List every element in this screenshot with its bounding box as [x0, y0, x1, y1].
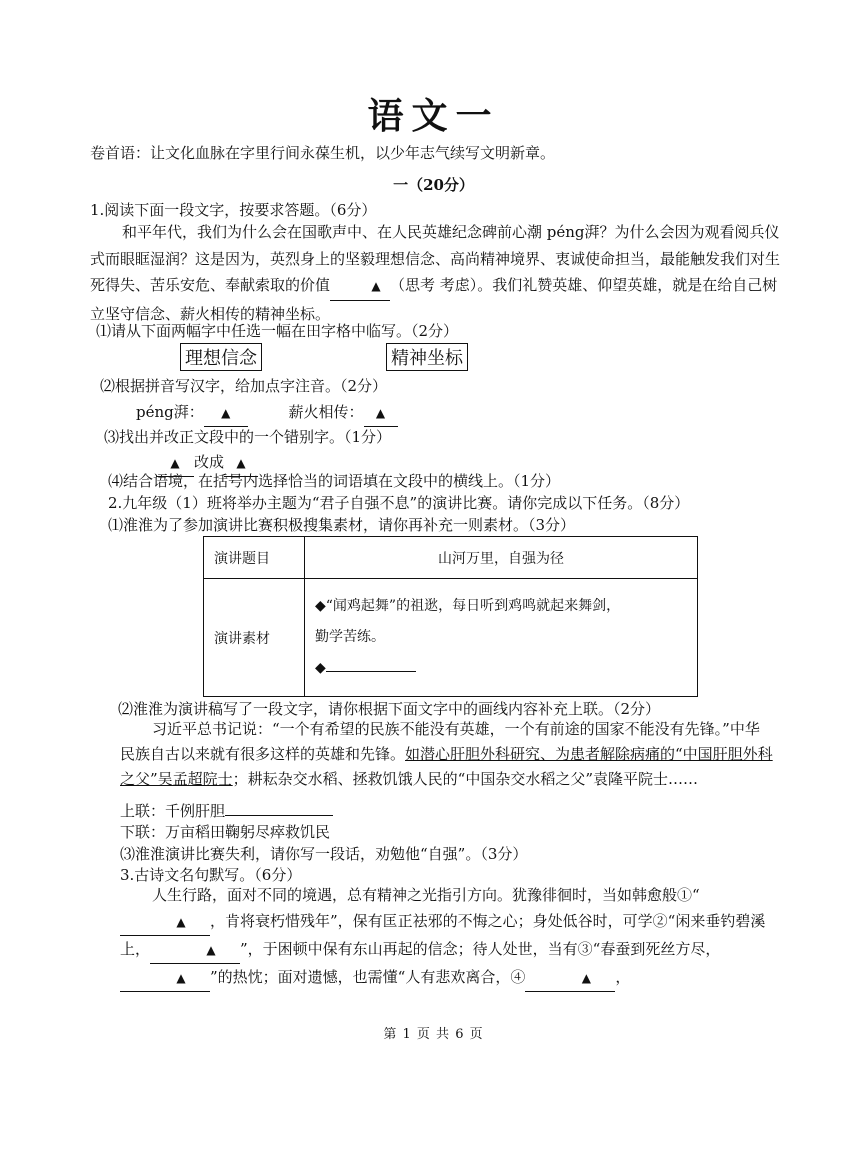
q1-sub3: ⑶找出并改正文段中的一个错别字。（1分） [104, 428, 392, 446]
quote-text-end: ；耕耘杂交水稻、拯救饥饿人民的“中国杂交水稻之父”袁隆平院士…… [232, 770, 699, 788]
page-footer: 第 1 页 共 6 页 [383, 1027, 484, 1042]
q1-stem: 1.阅读下面一段文字，按要求答题。（6分） [90, 201, 377, 219]
quote-text: 习近平总书记说：“一个有希望的民族不能没有英雄，一个有前途的国家不能没有先锋。”中华民族自古以来就有很多这样的英雄和先锋。 [120, 720, 760, 763]
material-item-1: ◆“闻鸡起舞”的祖逖，每日听到鸡鸣就起来舞剑， [315, 598, 621, 614]
answer-mark-icon: ▲ [221, 406, 231, 420]
answer-blank[interactable] [150, 936, 240, 964]
q2-sub1: ⑴淮淮为了参加演讲比赛积极搜集素材，请你再补充一则素材。（3分） [108, 516, 576, 534]
material-item-2 [315, 653, 687, 684]
answer-mark-icon: ▲ [581, 971, 591, 985]
q2-sub2: ⑵淮淮为演讲稿写了一段文字，请你根据下面文字中的画线内容补充上联。（2分） [118, 700, 661, 718]
xialian: 下联：万亩稻田鞠躬尽瘁救饥民 [120, 823, 331, 841]
answer-blank[interactable] [120, 964, 210, 992]
q3-passage [120, 882, 774, 992]
answer-mark-icon: ▲ [170, 456, 180, 470]
q1-sub4: ⑷结合语境，在括号内选择恰当的词语填在文段中的横线上。（1分） [108, 472, 561, 490]
answer-mark-icon: ▲ [176, 915, 186, 929]
quote-underlined: 如潜心肝胆外科研究、为患者解除病痛的“中国肝胆外科之父”吴孟超院士 [120, 745, 773, 788]
shanglian-label: 上联：千例肝胆 [120, 802, 226, 820]
answer-blank[interactable] [204, 399, 248, 427]
q1-passage-text: 和平年代，我们为什么会在国歌声中、在人民英雄纪念碑前心潮 péng湃？为什么会因为观看阅兵仪式而眼眶湿润？这是因为，英烈身上的坚毅理想信念、高尚精神境界、衷诚使命担当，最能触发我们对生死得失、苦乐安危、奉献索取的价值 [90, 223, 781, 294]
table-row [204, 537, 698, 579]
calligraphy-sample-b: 精神坐标 [386, 343, 468, 371]
material-cell [305, 579, 698, 697]
answer-blank[interactable] [326, 671, 416, 672]
pinyin-label: péng湃： [136, 403, 204, 421]
q2-sub3: ⑶淮淮演讲比赛失利，请你写一段话，劝勉他“自强”。（3分） [120, 845, 528, 863]
answer-mark-icon: ▲ [371, 279, 381, 293]
xinhuo-label: 薪火相传： [288, 403, 364, 421]
q1-passage [90, 219, 780, 327]
section-heading: 一（20分） [393, 176, 474, 194]
pinyin-row [136, 399, 398, 427]
answer-blank[interactable] [120, 908, 210, 936]
preface: 卷首语：让文化血脉在字里行间永葆生机，以少年志气续写文明新章。 [90, 144, 556, 162]
q2-quote [120, 717, 774, 792]
gaicheng-label: 改成 [194, 453, 225, 471]
material-item-1b: 勤学苦练。 [315, 629, 385, 645]
page-title: 语文一 [367, 95, 500, 137]
q3-text-2: ，肯将衰朽惜残年”，保有匡正祛邪的不悔之心；身处低谷时，可学②“闲来垂钓碧溪上， [120, 912, 766, 958]
q2-stem: 2.九年级（1）班将举办主题为“君子自强不息”的演讲比赛。请你完成以下任务。（8分） [108, 494, 690, 512]
answer-mark-icon: ▲ [375, 406, 386, 420]
q1-sub1: ⑴请从下面两幅字中任选一幅在田字格中临写。（2分） [96, 322, 459, 340]
q1-passage-end: （思考 考虑）。我们礼赞英雄、仰望英雄，就是在给自己树立坚守信念、薪火相传的精神坐标。 [90, 276, 778, 323]
answer-blank[interactable] [225, 815, 333, 816]
answer-blank[interactable] [525, 964, 615, 992]
answer-mark-icon: ▲ [236, 456, 246, 470]
answer-mark-icon: ▲ [206, 943, 216, 957]
calligraphy-sample-a: 理想信念 [180, 343, 262, 371]
answer-blank[interactable] [330, 272, 390, 301]
q3-stem: 3.古诗文名句默写。（6分） [120, 866, 302, 884]
table-label-topic: 演讲题目 [204, 537, 305, 579]
q3-text-3: ”，于困顿中保有东山再起的信念；待人处世，当有③“春蚕到死丝方尽， [240, 940, 721, 958]
q1-sub2: ⑵根据拼音写汉字，给加点字注音。（2分） [100, 377, 388, 395]
speech-topic: 山河万里，自强为径 [305, 537, 698, 579]
answer-blank[interactable] [364, 399, 398, 427]
table-label-material: 演讲素材 [204, 579, 305, 697]
material-table [203, 536, 698, 697]
q3-text: 人生行路，面对不同的境遇，总有精神之光指引方向。犹豫徘徊时，当如韩愈般①“ [152, 886, 700, 904]
table-row [204, 579, 698, 697]
q3-text-4: ”的热忱；面对遗憾，也需懂“人有悲欢离合，④ [210, 968, 526, 986]
q3-text-5: ， [615, 968, 631, 986]
bullet-icon: ◆ [315, 660, 326, 676]
answer-mark-icon: ▲ [176, 971, 186, 985]
